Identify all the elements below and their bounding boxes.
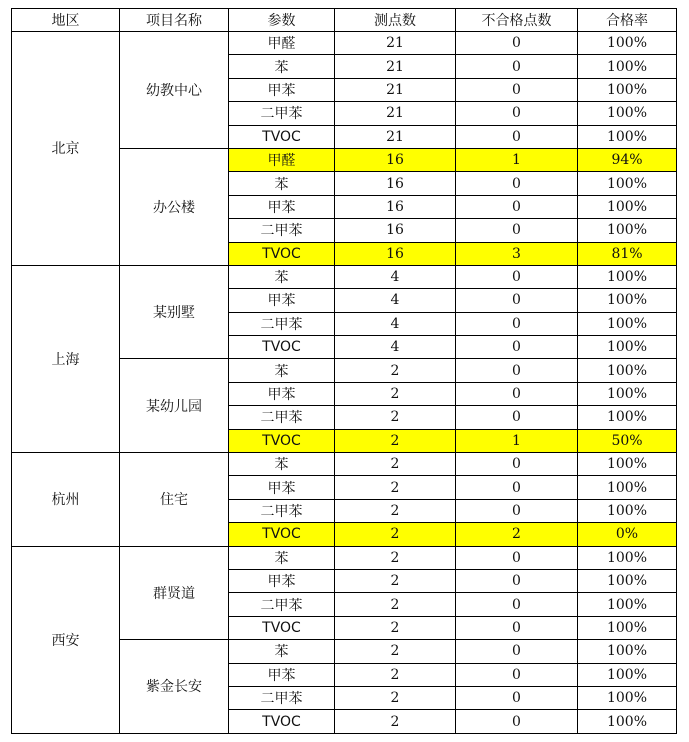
parameter-cell: 苯 bbox=[229, 265, 335, 288]
failed-cell: 0 bbox=[456, 32, 578, 55]
failed-cell: 0 bbox=[456, 640, 578, 663]
points-cell: 4 bbox=[335, 265, 456, 288]
region-cell: 北京 bbox=[12, 32, 120, 266]
points-cell: 2 bbox=[335, 593, 456, 616]
pass-rate-cell: 100% bbox=[578, 312, 677, 335]
region-cell: 上海 bbox=[12, 265, 120, 452]
pass-rate-cell: 100% bbox=[578, 640, 677, 663]
pass-rate-cell: 100% bbox=[578, 616, 677, 639]
failed-cell: 0 bbox=[456, 265, 578, 288]
parameter-cell: 苯 bbox=[229, 640, 335, 663]
failed-cell: 0 bbox=[456, 78, 578, 101]
points-cell: 21 bbox=[335, 102, 456, 125]
parameter-cell: TVOC bbox=[229, 616, 335, 639]
points-cell: 2 bbox=[335, 523, 456, 546]
parameter-cell: 甲苯 bbox=[229, 476, 335, 499]
table-row bbox=[12, 32, 677, 55]
pass-rate-cell: 50% bbox=[578, 429, 677, 452]
parameter-cell: 二甲苯 bbox=[229, 219, 335, 242]
failed-cell: 0 bbox=[456, 546, 578, 569]
pass-rate-cell: 100% bbox=[578, 289, 677, 312]
failed-cell: 0 bbox=[456, 102, 578, 125]
pass-rate-cell: 100% bbox=[578, 569, 677, 592]
failed-cell: 0 bbox=[456, 219, 578, 242]
header-pass-rate: 合格率 bbox=[578, 9, 677, 32]
pass-rate-cell: 100% bbox=[578, 359, 677, 382]
project-cell: 某幼儿园 bbox=[120, 359, 229, 453]
failed-cell: 0 bbox=[456, 195, 578, 218]
failed-cell: 0 bbox=[456, 593, 578, 616]
pass-rate-cell: 100% bbox=[578, 593, 677, 616]
failed-cell: 0 bbox=[456, 289, 578, 312]
parameter-cell: TVOC bbox=[229, 125, 335, 148]
parameter-cell: 甲苯 bbox=[229, 382, 335, 405]
parameter-cell: 甲醛 bbox=[229, 148, 335, 171]
header-failed: 不合格点数 bbox=[456, 9, 578, 32]
project-cell: 紫金长安 bbox=[120, 640, 229, 734]
parameter-cell: 二甲苯 bbox=[229, 406, 335, 429]
header-region: 地区 bbox=[12, 9, 120, 32]
parameter-cell: TVOC bbox=[229, 242, 335, 265]
points-cell: 16 bbox=[335, 242, 456, 265]
parameter-cell: TVOC bbox=[229, 523, 335, 546]
region-cell: 杭州 bbox=[12, 453, 120, 547]
failed-cell: 0 bbox=[456, 476, 578, 499]
failed-cell: 0 bbox=[456, 125, 578, 148]
failed-cell: 0 bbox=[456, 312, 578, 335]
project-cell: 幼教中心 bbox=[120, 32, 229, 149]
points-cell: 2 bbox=[335, 453, 456, 476]
points-cell: 21 bbox=[335, 55, 456, 78]
points-cell: 16 bbox=[335, 148, 456, 171]
points-cell: 2 bbox=[335, 382, 456, 405]
failed-cell: 1 bbox=[456, 429, 578, 452]
failed-cell: 0 bbox=[456, 686, 578, 709]
points-cell: 21 bbox=[335, 78, 456, 101]
parameter-cell: TVOC bbox=[229, 710, 335, 733]
points-cell: 2 bbox=[335, 710, 456, 733]
pass-rate-cell: 100% bbox=[578, 453, 677, 476]
points-cell: 2 bbox=[335, 616, 456, 639]
parameter-cell: 二甲苯 bbox=[229, 312, 335, 335]
pass-rate-cell: 100% bbox=[578, 686, 677, 709]
parameter-cell: TVOC bbox=[229, 429, 335, 452]
pass-rate-cell: 100% bbox=[578, 476, 677, 499]
failed-cell: 0 bbox=[456, 616, 578, 639]
pass-rate-cell: 100% bbox=[578, 546, 677, 569]
pass-rate-cell: 100% bbox=[578, 32, 677, 55]
pass-rate-cell: 94% bbox=[578, 148, 677, 171]
points-cell: 2 bbox=[335, 406, 456, 429]
region-cell: 西安 bbox=[12, 546, 120, 733]
parameter-cell: 苯 bbox=[229, 359, 335, 382]
failed-cell: 0 bbox=[456, 359, 578, 382]
failed-cell: 0 bbox=[456, 382, 578, 405]
parameter-cell: 甲苯 bbox=[229, 289, 335, 312]
points-cell: 2 bbox=[335, 640, 456, 663]
points-cell: 4 bbox=[335, 336, 456, 359]
pass-rate-cell: 100% bbox=[578, 499, 677, 522]
parameter-cell: 甲苯 bbox=[229, 195, 335, 218]
pass-rate-cell: 100% bbox=[578, 172, 677, 195]
parameter-cell: 苯 bbox=[229, 453, 335, 476]
failed-cell: 0 bbox=[456, 499, 578, 522]
points-cell: 2 bbox=[335, 569, 456, 592]
table-row bbox=[12, 546, 677, 569]
pass-rate-cell: 0% bbox=[578, 523, 677, 546]
points-cell: 2 bbox=[335, 499, 456, 522]
points-cell: 16 bbox=[335, 172, 456, 195]
points-cell: 16 bbox=[335, 195, 456, 218]
parameter-cell: 甲苯 bbox=[229, 663, 335, 686]
air-quality-table bbox=[11, 8, 677, 734]
table-row bbox=[12, 265, 677, 288]
parameter-cell: 二甲苯 bbox=[229, 593, 335, 616]
failed-cell: 0 bbox=[456, 172, 578, 195]
pass-rate-cell: 100% bbox=[578, 382, 677, 405]
header-project: 项目名称 bbox=[120, 9, 229, 32]
project-cell: 住宅 bbox=[120, 453, 229, 547]
parameter-cell: 苯 bbox=[229, 546, 335, 569]
points-cell: 21 bbox=[335, 32, 456, 55]
pass-rate-cell: 100% bbox=[578, 78, 677, 101]
failed-cell: 0 bbox=[456, 569, 578, 592]
failed-cell: 1 bbox=[456, 148, 578, 171]
pass-rate-cell: 100% bbox=[578, 265, 677, 288]
failed-cell: 3 bbox=[456, 242, 578, 265]
pass-rate-cell: 100% bbox=[578, 195, 677, 218]
project-cell: 群贤道 bbox=[120, 546, 229, 640]
header-row bbox=[12, 9, 677, 32]
points-cell: 2 bbox=[335, 359, 456, 382]
table-body bbox=[12, 32, 677, 734]
pass-rate-cell: 100% bbox=[578, 125, 677, 148]
points-cell: 2 bbox=[335, 546, 456, 569]
header-parameter: 参数 bbox=[229, 9, 335, 32]
project-cell: 办公楼 bbox=[120, 148, 229, 265]
pass-rate-cell: 100% bbox=[578, 406, 677, 429]
parameter-cell: TVOC bbox=[229, 336, 335, 359]
failed-cell: 0 bbox=[456, 453, 578, 476]
parameter-cell: 二甲苯 bbox=[229, 499, 335, 522]
failed-cell: 0 bbox=[456, 55, 578, 78]
parameter-cell: 苯 bbox=[229, 172, 335, 195]
pass-rate-cell: 81% bbox=[578, 242, 677, 265]
failed-cell: 2 bbox=[456, 523, 578, 546]
points-cell: 2 bbox=[335, 429, 456, 452]
table-row bbox=[12, 453, 677, 476]
pass-rate-cell: 100% bbox=[578, 102, 677, 125]
failed-cell: 0 bbox=[456, 663, 578, 686]
points-cell: 21 bbox=[335, 125, 456, 148]
parameter-cell: 苯 bbox=[229, 55, 335, 78]
pass-rate-cell: 100% bbox=[578, 336, 677, 359]
points-cell: 2 bbox=[335, 476, 456, 499]
points-cell: 2 bbox=[335, 663, 456, 686]
points-cell: 16 bbox=[335, 219, 456, 242]
parameter-cell: 二甲苯 bbox=[229, 686, 335, 709]
failed-cell: 0 bbox=[456, 406, 578, 429]
points-cell: 2 bbox=[335, 686, 456, 709]
project-cell: 某别墅 bbox=[120, 265, 229, 359]
parameter-cell: 二甲苯 bbox=[229, 102, 335, 125]
parameter-cell: 甲苯 bbox=[229, 78, 335, 101]
header-points: 测点数 bbox=[335, 9, 456, 32]
pass-rate-cell: 100% bbox=[578, 663, 677, 686]
points-cell: 4 bbox=[335, 312, 456, 335]
failed-cell: 0 bbox=[456, 336, 578, 359]
table-container bbox=[11, 8, 676, 734]
pass-rate-cell: 100% bbox=[578, 55, 677, 78]
pass-rate-cell: 100% bbox=[578, 710, 677, 733]
parameter-cell: 甲醛 bbox=[229, 32, 335, 55]
parameter-cell: 甲苯 bbox=[229, 569, 335, 592]
pass-rate-cell: 100% bbox=[578, 219, 677, 242]
points-cell: 4 bbox=[335, 289, 456, 312]
failed-cell: 0 bbox=[456, 710, 578, 733]
